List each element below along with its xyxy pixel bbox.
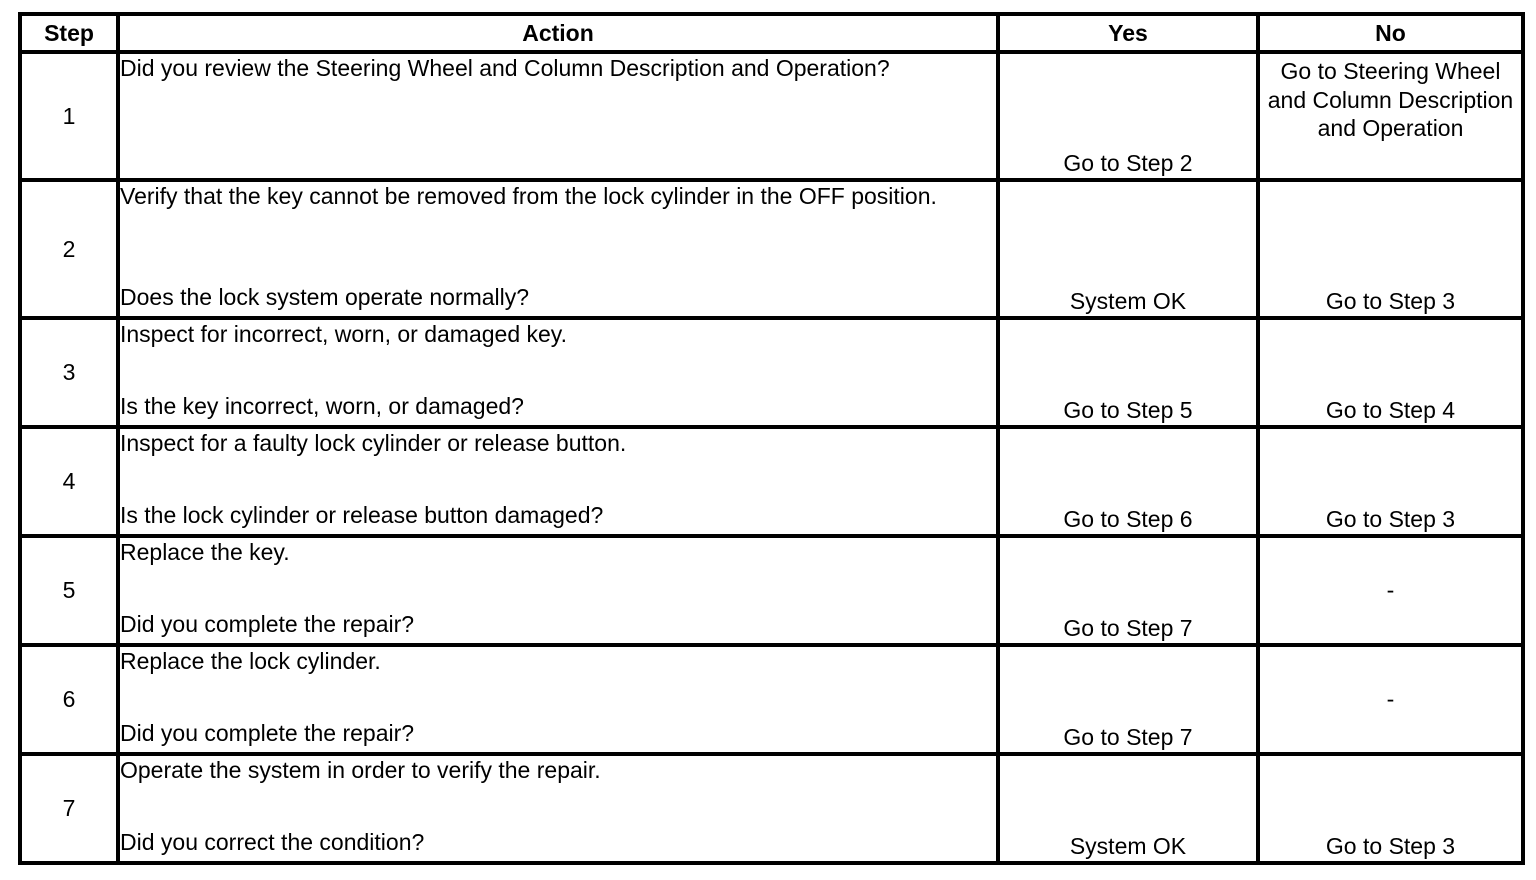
action-instruction: Operate the system in order to verify the repair. [120, 757, 601, 783]
action-question: Did you correct the condition? [120, 829, 425, 855]
no-result: Go to Step 4 [1258, 318, 1523, 427]
header-yes: Yes [998, 14, 1258, 52]
action-question: Did you complete the repair? [120, 611, 415, 637]
action-question: Is the key incorrect, worn, or damaged? [120, 393, 524, 419]
header-step: Step [20, 14, 118, 52]
action-question: Did you complete the repair? [120, 720, 415, 746]
action-cell [118, 52, 998, 180]
step-number: 5 [20, 536, 118, 645]
action-cell [118, 645, 998, 754]
diagnostic-table [18, 12, 1525, 865]
action-instruction: Verify that the key cannot be removed from the lock cylinder in the OFF position. [120, 183, 937, 209]
step-number: 6 [20, 645, 118, 754]
step-number: 3 [20, 318, 118, 427]
yes-result: System OK [998, 180, 1258, 318]
table-row [20, 427, 1523, 536]
action-cell [118, 536, 998, 645]
yes-result: Go to Step 7 [998, 645, 1258, 754]
no-result: - [1258, 536, 1523, 645]
yes-result: System OK [998, 754, 1258, 863]
header-no: No [1258, 14, 1523, 52]
action-cell [118, 427, 998, 536]
action-instruction: Inspect for a faulty lock cylinder or release button. [120, 430, 627, 456]
action-cell [118, 754, 998, 863]
header-row [20, 14, 1523, 52]
step-number: 7 [20, 754, 118, 863]
action-question: Did you review the Steering Wheel and Column Description and Operation? [120, 55, 890, 81]
yes-result: Go to Step 2 [998, 52, 1258, 180]
table-row [20, 754, 1523, 863]
action-instruction: Inspect for incorrect, worn, or damaged key. [120, 321, 567, 347]
no-result: Go to Step 3 [1258, 180, 1523, 318]
no-result: Go to Steering Wheel and Column Description and Operation [1258, 52, 1523, 180]
table-row [20, 180, 1523, 318]
yes-result: Go to Step 7 [998, 536, 1258, 645]
action-instruction: Replace the key. [120, 539, 290, 565]
action-cell [118, 318, 998, 427]
table-row [20, 52, 1523, 180]
step-number: 1 [20, 52, 118, 180]
no-result: Go to Step 3 [1258, 427, 1523, 536]
table-row [20, 645, 1523, 754]
table-row [20, 318, 1523, 427]
action-instruction: Replace the lock cylinder. [120, 648, 381, 674]
yes-result: Go to Step 6 [998, 427, 1258, 536]
no-result: Go to Step 3 [1258, 754, 1523, 863]
action-question: Does the lock system operate normally? [120, 284, 530, 310]
table-row [20, 536, 1523, 645]
header-action: Action [118, 14, 998, 52]
action-cell [118, 180, 998, 318]
step-number: 2 [20, 180, 118, 318]
no-result: - [1258, 645, 1523, 754]
step-number: 4 [20, 427, 118, 536]
action-question: Is the lock cylinder or release button damaged? [120, 502, 604, 528]
yes-result: Go to Step 5 [998, 318, 1258, 427]
